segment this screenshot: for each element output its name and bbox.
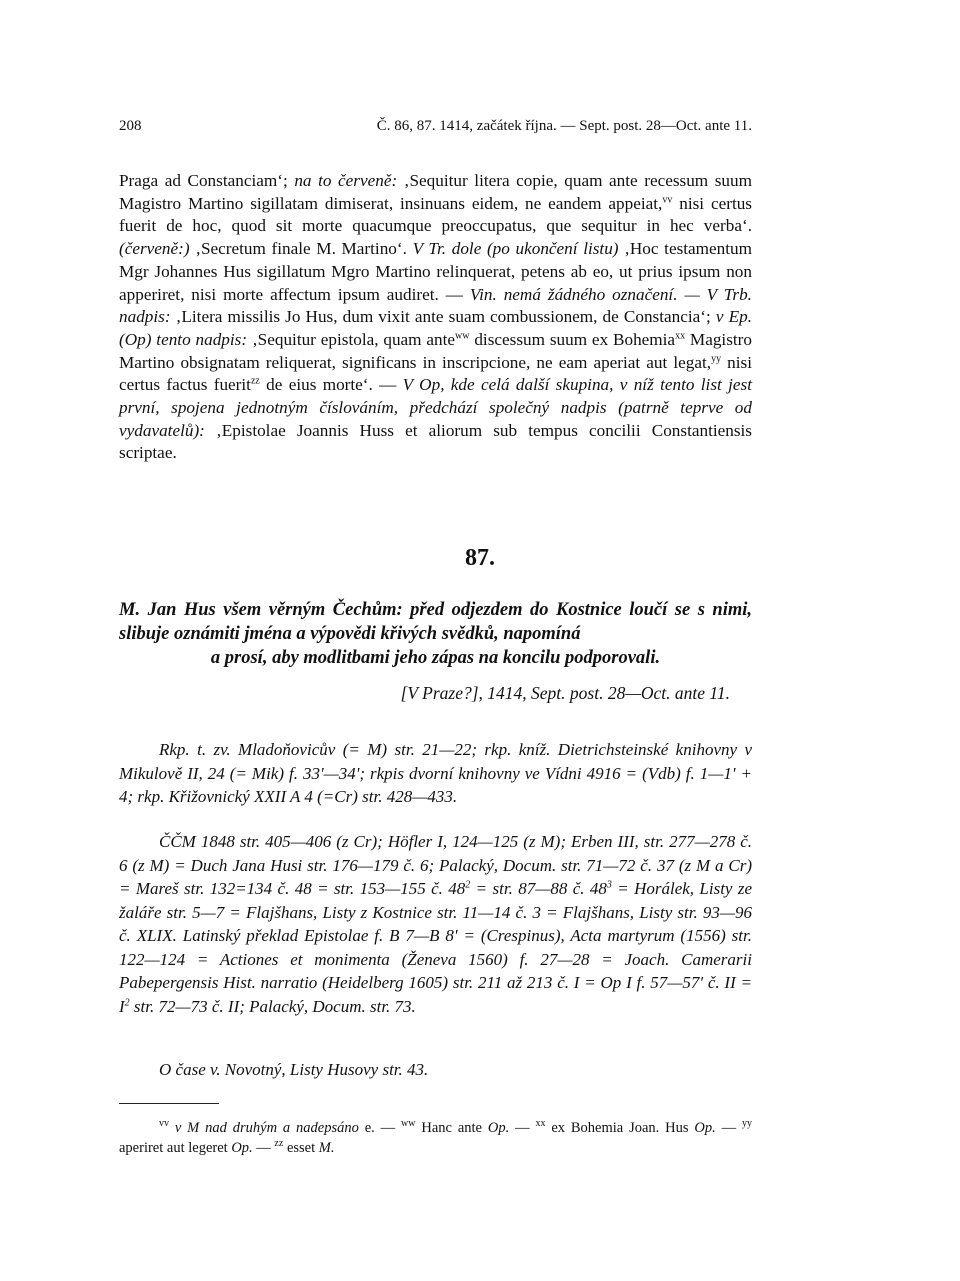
letter-number: 87.	[465, 545, 495, 571]
footnotes-run: yy	[742, 1118, 753, 1130]
continuation-paragraph-run: V Tr. dole (po ukončení listu)	[412, 239, 619, 259]
continuation-paragraph-run: vv	[662, 193, 673, 205]
footnote-rule	[119, 1103, 219, 1104]
continuation-paragraph-run: V Op, kde celá další skupina, v níž tento list jest první, spojena jednotným číslováním, předchází společný nadpis (patrně teprve od vydavatelů):	[119, 375, 752, 440]
footnotes-run: Hanc ante	[415, 1120, 488, 1136]
footnotes-run: Op.	[231, 1140, 253, 1156]
footnotes	[119, 1118, 752, 1158]
footnotes-run: v M nad druhým a nadepsáno	[169, 1120, 359, 1136]
literature-run: = str. 87—88 č. 48	[470, 879, 607, 898]
continuation-paragraph-run: ww	[455, 330, 470, 342]
continuation-paragraph-run: discessum suum ex Bohemia	[469, 329, 676, 349]
footnotes-run: —	[252, 1140, 275, 1156]
footnotes-run: esset	[283, 1140, 319, 1156]
continuation-paragraph-run: Praga ad Constanciam‘;	[119, 171, 295, 190]
dateline: [V Praze?], 1414, Sept. post. 28—Oct. ante 11.	[400, 683, 730, 703]
summary-main: M. Jan Hus všem věrným Čechům: před odjezdem do Kostnice loučí se s nimi, slibuje oznámiti jména a výpovědi křivých svědků, napomíná	[119, 600, 752, 644]
continuation-paragraph-run: na to červeně:	[294, 171, 398, 190]
continuation-paragraph-run: v Ep. (Op) tento nadpis:	[119, 307, 752, 349]
continuation-paragraph-run: Vin. nemá žádného označení. — V Trb. nadpis:	[119, 284, 752, 327]
letter-summary	[119, 598, 752, 670]
continuation-paragraph-run: ‚Sequitur epistola, quam ante	[247, 329, 456, 349]
continuation-paragraph-run: nisi certus factus fuerit	[119, 352, 752, 395]
continuation-paragraph-run: yy	[711, 352, 722, 364]
continuation-paragraph-run: xx	[675, 330, 686, 342]
literature-paragraph	[119, 830, 752, 1018]
manuscripts-paragraph: Rkp. t. zv. Mladoňovicův (= M) str. 21—22; rkp. kníž. Dietrichsteinské knihovny v Mikulově II, 24 (= Mik) f. 33'—34'; rkpis dvorní knihovny ve Vídni 4916 = (Vdb) f. 1—1' + 4; rkp. Křižovnický XXII A 4 (=Cr) str. 428—433.	[119, 740, 752, 806]
continuation-paragraph-run: ‚Epistolae Joannis Huss et aliorum sub tempus concilii Constantiensis scriptae.	[119, 420, 752, 463]
continuation-paragraph-run: nisi certus fuerit de hoc, quod sit morte quacumque preoccupatus, que sequitur in hec verba‘.	[119, 193, 752, 236]
footnotes-run: e. —	[358, 1120, 402, 1136]
page-number: 208	[119, 118, 142, 134]
footnotes-run: Op.	[694, 1120, 716, 1136]
time-note: O čase v. Novotný, Listy Husovy str. 43.	[159, 1060, 429, 1079]
continuation-paragraph-run: (červeně:)	[119, 239, 190, 259]
literature-run: 2	[465, 879, 471, 891]
footnotes-run: vv	[159, 1118, 169, 1130]
continuation-paragraph	[119, 170, 752, 465]
continuation-paragraph-run: ‚Hoc testamentum Mgr Johannes Hus sigillatum Mgro Martino relinquerat, petens ab eo, ut prius ipsum non apperiret, nisi morte affectum ipsum audiret. —	[119, 239, 753, 304]
footnotes-run: ex Bohemia Joan. Hus	[545, 1120, 695, 1136]
footnotes-run: zz	[274, 1138, 284, 1150]
literature-run: str. 72—73 č. II; Palacký, Docum. str. 73.	[129, 996, 416, 1016]
footnotes-run: xx	[535, 1118, 546, 1130]
footnotes-run: aperiret aut legeret	[119, 1140, 232, 1156]
continuation-paragraph-run: de eius morte‘. —	[259, 375, 403, 395]
continuation-paragraph-run: ‚Secretum finale M. Martino‘.	[189, 239, 413, 259]
summary-last-line: a prosí, aby modlitbami jeho zápas na koncilu podporovali.	[210, 648, 661, 668]
continuation-paragraph-run: Magistro Martino obsignatam reliquerat, significans in inscripcione, ne eam aperiat aut legat,	[119, 329, 752, 372]
continuation-paragraph-run: zz	[250, 375, 260, 387]
footnotes-run: Op.	[487, 1120, 510, 1136]
literature-run: 2	[124, 996, 130, 1008]
literature-run: 3	[606, 879, 612, 891]
footnotes-run: —	[509, 1120, 536, 1136]
literature-run: = Horálek, Listy ze žaláře str. 5—7 = Flajšhans, Listy z Kostnice str. 11—14 č. 3 = Flajšhans, Listy str. 93—96 č. XLIX. Latinský překlad Epistolae f. B 7—B 8' = (Crespinus), Acta martyrum (1556) str. 122—124 = Actiones et monimenta (Ženeva 1560) f. 27—28 = Joach. Camerarii Pabepergensis Hist. narratio (Heidelberg 1605) str. 211 až 213 č. I = Op I f. 57—57' č. II = I	[119, 879, 752, 1016]
literature-run: ČČM 1848 str. 405—406 (z Cr); Höfler I, 124—125 (z M); Erben III, str. 277—278 č. 6 (z M) = Duch Jana Husi str. 176—179 č. 6; Palacký, Docum. str. 71—72 č. 37 (z M a Cr) = Mareš str. 132=134 č. 48 = str. 153—155 č. 48	[119, 832, 752, 898]
continuation-paragraph-run: ‚Sequitur litera copie, quam ante recessum suum Magistro Martino sigillatam dimiserat, insinuans eidem, ne eandem appeiat,	[119, 171, 752, 213]
page-header	[119, 118, 752, 140]
running-title: Č. 86, 87. 1414, začátek října. — Sept. post. 28—Oct. ante 11.	[376, 118, 752, 134]
footnotes-run: —	[715, 1120, 743, 1136]
footnotes-run: M.	[318, 1140, 335, 1156]
continuation-paragraph-run: ‚Litera missilis Jo Hus, dum vixit ante suam combussionem, de Constancia‘;	[170, 307, 716, 327]
footnotes-run: ww	[401, 1118, 416, 1130]
